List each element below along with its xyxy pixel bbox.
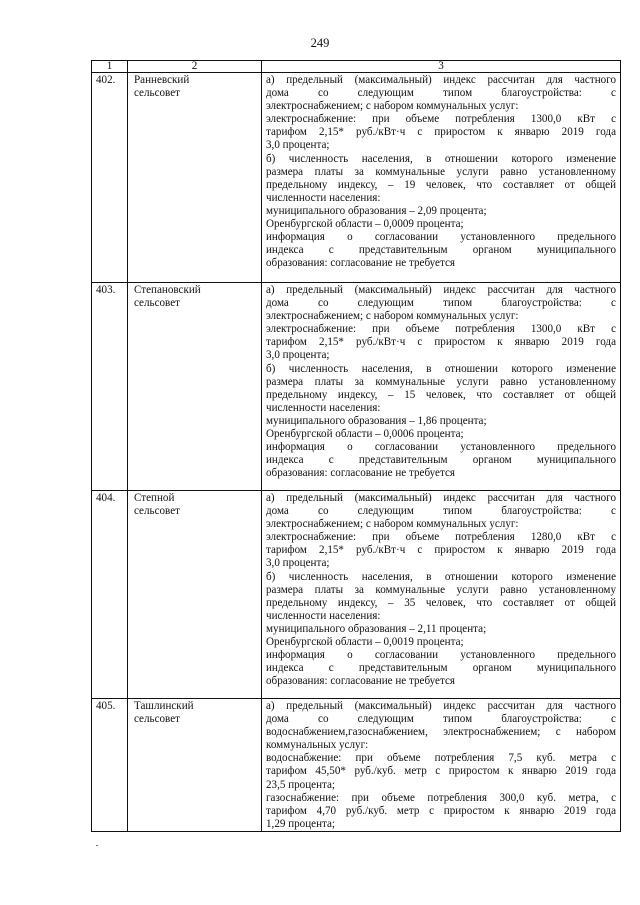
text-line: информация о согласовании установленного предельного — [266, 649, 616, 662]
text-line: а) предельный (максимальный) индекс рассчитан для частного — [266, 284, 616, 296]
text-line: дома со следующим типом благоустройства: с — [266, 87, 616, 100]
text-line: муниципального образования – 2,09 процента; — [266, 204, 487, 217]
row-number: 403. — [92, 283, 128, 491]
text-line: образования: согласование не требуется — [266, 675, 455, 688]
scan-speck — [96, 845, 98, 846]
text-line: а) предельный (максимальный) индекс рассчитан для частного — [266, 492, 616, 504]
text-line: тарифом 2,15* руб./кВт·ч с приростом к январю 2019 года — [266, 336, 616, 349]
text-line: размера платы за коммунальные услуги равно установленному — [266, 375, 616, 388]
index-description — [262, 283, 621, 491]
text-line: индекса с представительным органом муниципального — [266, 662, 616, 675]
header-col-1: 1 — [92, 61, 128, 73]
text-line: 3,0 процента; — [266, 557, 330, 570]
municipality-name-line: Степановский — [134, 284, 201, 296]
text-line: индекса с представительным органом муниципального — [266, 454, 616, 467]
table-header-row — [92, 61, 621, 73]
text-line: Оренбургской области – 0,0009 процента; — [266, 218, 464, 231]
municipality-name-line: Ранневский — [134, 74, 190, 86]
text-line: муниципального образования – 1,86 процента; — [266, 414, 487, 427]
municipality-name-line: Ташлинский — [134, 700, 194, 712]
municipality-name-line: сельсовет — [134, 713, 180, 726]
text-line: электроснабжением; с набором коммунальных услуг: — [266, 518, 519, 531]
text-line: размера платы за коммунальные услуги равно установленному — [266, 165, 616, 178]
table-row — [92, 73, 621, 283]
municipality-name — [128, 699, 262, 832]
text-line: электроснабжением; с набором коммунальных услуг: — [266, 310, 519, 323]
text-line: тарифом 2,15* руб./кВт·ч с приростом к январю 2019 года — [266, 126, 616, 139]
table-row — [92, 283, 621, 491]
text-line: численности населения: — [266, 401, 381, 414]
text-line: размера платы за коммунальные услуги равно установленному — [266, 583, 616, 596]
text-line: б) численность населения, в отношении которого изменение — [266, 362, 616, 375]
municipality-name — [128, 283, 262, 491]
row-number: 404. — [92, 491, 128, 699]
text-line: предельному индексу, – 19 человек, что составляет от общей — [266, 178, 616, 191]
text-line: 3,0 процента; — [266, 139, 330, 152]
table-row — [92, 699, 621, 832]
text-line: 23,5 процента; — [266, 778, 336, 791]
text-line: дома со следующим типом благоустройства: с — [266, 713, 616, 726]
municipality-name — [128, 73, 262, 283]
text-line: информация о согласовании установленного предельного — [266, 441, 616, 454]
text-line: индекса с представительным органом муниципального — [266, 244, 616, 257]
text-line: дома со следующим типом благоустройства: с — [266, 505, 616, 518]
text-line: численности населения: — [266, 191, 381, 204]
text-line: 3,0 процента; — [266, 349, 330, 362]
table-row — [92, 491, 621, 699]
row-number: 402. — [92, 73, 128, 283]
text-line: муниципального образования – 2,11 процента; — [266, 622, 487, 635]
text-line: а) предельный (максимальный) индекс рассчитан для частного — [266, 700, 616, 712]
header-col-2: 2 — [128, 61, 262, 73]
text-line: 1,29 процента; — [266, 817, 336, 830]
text-line: а) предельный (максимальный) индекс рассчитан для частного — [266, 74, 616, 86]
row-number: 405. — [92, 699, 128, 832]
index-description — [262, 699, 621, 832]
municipality-name-line: сельсовет — [134, 505, 180, 518]
text-line: предельному индексу, – 15 человек, что составляет от общей — [266, 388, 616, 401]
text-line: Оренбургской области – 0,0006 процента; — [266, 428, 464, 441]
text-line: электроснабжением; с набором коммунальных услуг: — [266, 100, 519, 113]
tariff-index-table — [91, 60, 621, 832]
text-line: электроснабжение: при объеме потребления 1300,0 кВт с — [266, 113, 616, 126]
text-line: информация о согласовании установленного предельного — [266, 231, 616, 244]
text-line: электроснабжение: при объеме потребления 1300,0 кВт с — [266, 323, 616, 336]
municipality-name-line: сельсовет — [134, 87, 180, 100]
page-number: 249 — [310, 36, 330, 50]
text-line: предельному индексу, – 35 человек, что составляет от общей — [266, 596, 616, 609]
text-line: коммунальных услуг: — [266, 739, 369, 752]
index-description — [262, 491, 621, 699]
text-line: водоснабжением,газоснабжением, электроснабжением; с набором — [266, 726, 616, 739]
text-line: образования: согласование не требуется — [266, 257, 455, 270]
municipality-name-line: сельсовет — [134, 297, 180, 310]
text-line: тарифом 4,70 руб./куб. метр с приростом к январю 2019 года — [266, 804, 616, 817]
text-line: водоснабжение: при объеме потребления 7,5 куб. метра с — [266, 752, 616, 765]
municipality-name — [128, 491, 262, 699]
text-line: Оренбургской области – 0,0019 процента; — [266, 636, 464, 649]
text-line: б) численность населения, в отношении которого изменение — [266, 152, 616, 165]
municipality-name-line: Степной — [134, 492, 175, 504]
text-line: дома со следующим типом благоустройства: с — [266, 297, 616, 310]
text-line: б) численность населения, в отношении которого изменение — [266, 570, 616, 583]
index-description — [262, 73, 621, 283]
text-line: численности населения: — [266, 609, 381, 622]
header-col-3: 3 — [262, 61, 621, 73]
text-line: тарифом 2,15* руб./кВт·ч с приростом к январю 2019 года — [266, 544, 616, 557]
text-line: тарифом 45,50* руб./куб. метр с приростом к январю 2019 года — [266, 765, 616, 778]
text-line: образования: согласование не требуется — [266, 467, 455, 480]
text-line: электроснабжение: при объеме потребления 1280,0 кВт с — [266, 531, 616, 544]
text-line: газоснабжение: при объеме потребления 300,0 куб. метра, с — [266, 791, 616, 804]
